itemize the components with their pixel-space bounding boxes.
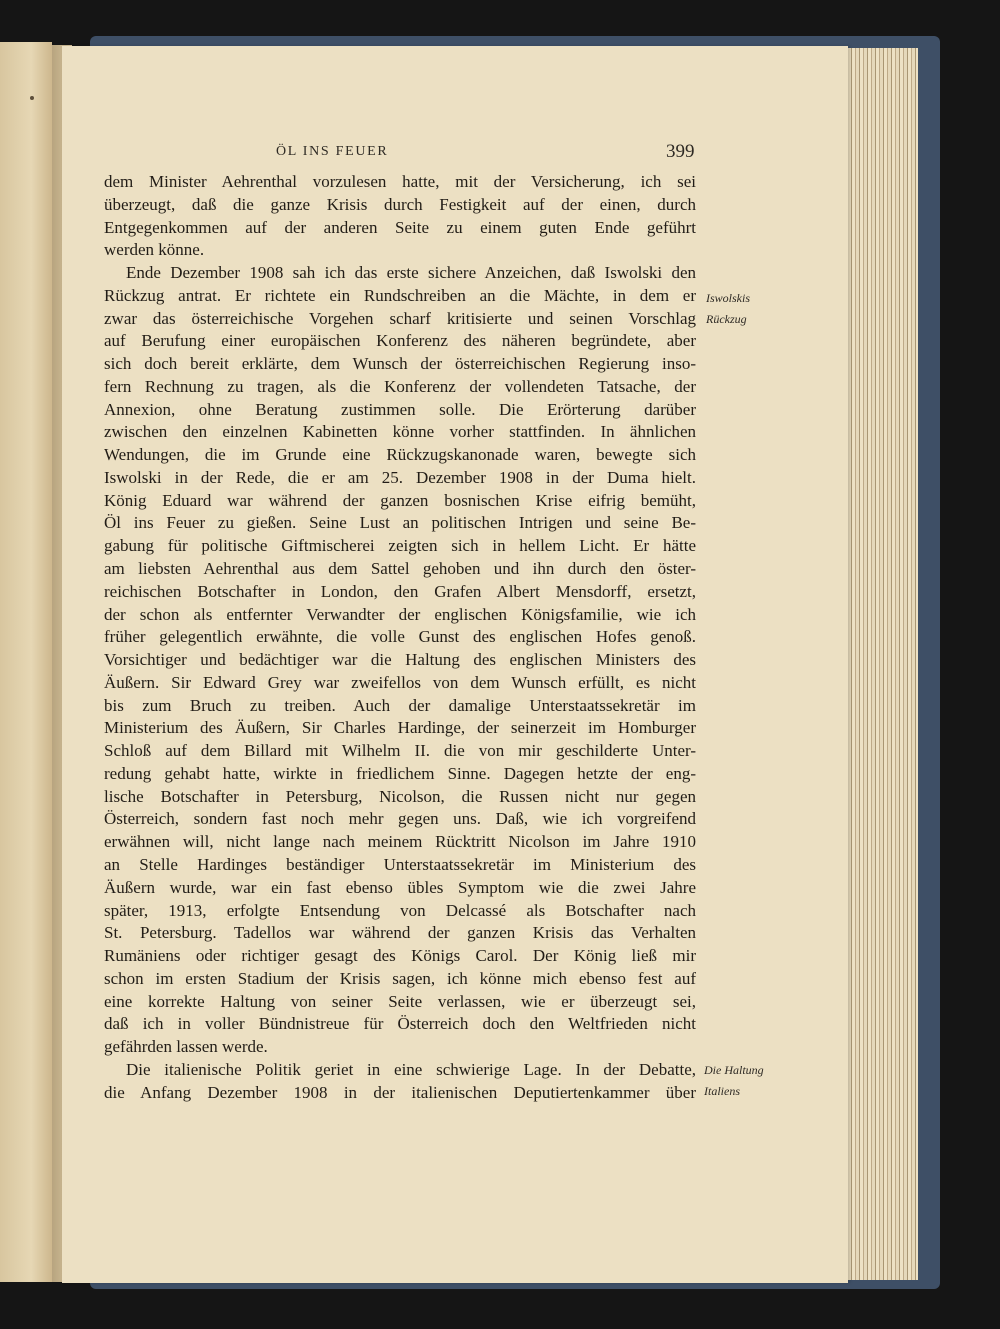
text-line: Annexion, ohne Beratung zustimmen solle. Die Erörterung darüber <box>104 399 696 419</box>
text-line: Vorsichtiger und bedächtiger war die Haltung des englischen Ministers des <box>104 650 696 670</box>
running-head: ÖL INS FEUER <box>276 144 389 159</box>
text-line: später, 1913, erfolgte Entsendung von Delcassé als Botschafter nach <box>104 900 696 920</box>
marginal-note <box>704 1060 764 1102</box>
text-line: überzeugt, daß die ganze Krisis durch Festigkeit auf der einen, durch <box>104 194 696 214</box>
text-line: Öl ins Feuer zu gießen. Seine Lust an politischen Intrigen und seine Be- <box>104 513 696 533</box>
marginal-note <box>706 288 750 330</box>
text-line: Äußern. Sir Edward Grey war zweifellos von dem Wunsch erfüllt, es nicht <box>104 672 696 692</box>
body-text <box>104 171 696 1104</box>
marginal-note-line: Die Haltung <box>704 1063 764 1077</box>
text-line: werden könne. <box>104 240 205 260</box>
text-line: St. Petersburg. Tadellos war während der ganzen Krisis das Verhalten <box>104 923 696 943</box>
text-line: lische Botschafter in Petersburg, Nicolson, die Russen nicht nur gegen <box>104 786 696 806</box>
marginal-note-line: Rückzug <box>706 312 747 326</box>
text-line: gefährden lassen werde. <box>104 1037 268 1057</box>
text-line: Wendungen, die im Grunde eine Rückzugskanonade waren, bewegte sich <box>104 445 696 465</box>
text-line: reichischen Botschafter in London, den Grafen Albert Mensdorff, ersetzt, <box>104 581 696 601</box>
text-line: fern Rechnung zu tragen, als die Konferenz der vollendeten Tatsache, der <box>104 376 696 396</box>
text-line: eine korrekte Haltung von seiner Seite verlassen, wie er überzeugt sei, <box>104 991 696 1011</box>
text-line: Ministerium des Äußern, Sir Charles Hardinge, der seinerzeit im Homburger <box>104 718 696 738</box>
text-line: redung gehabt hatte, wirkte in friedlichem Sinne. Dagegen hetzte der eng- <box>104 763 696 783</box>
text-line: erwähnen will, nicht lange nach meinem Rücktritt Nicolson im Jahre 1910 <box>104 832 696 852</box>
text-line: schon im ersten Stadium der Krisis sagen, ich könne mich ebenso fest auf <box>104 968 696 988</box>
text-line: daß ich in voller Bündnistreue für Österreich doch den Weltfrieden nicht <box>104 1014 696 1034</box>
text-line: früher gelegentlich erwähnte, die volle Gunst des englischen Hofes genoß. <box>104 627 696 647</box>
text-line: gabung für politische Giftmischerei zeigten sich in hellem Licht. Er hätte <box>104 536 696 556</box>
text-line: Rumäniens oder richtiger gesagt des Königs Carol. Der König ließ mir <box>104 946 696 966</box>
text-line: sich doch bereit erklärte, dem Wunsch der österreichischen Regierung inso- <box>104 354 696 374</box>
marginal-note-line: Italiens <box>704 1084 740 1098</box>
text-line: Die italienische Politik geriet in eine schwierige Lage. In der Debatte, <box>126 1059 696 1079</box>
previous-page-edge <box>0 42 52 1282</box>
text-line: zwar das österreichische Vorgehen scharf kritisierte und seinen Vorschlag <box>104 308 696 328</box>
text-line: auf Berufung einer europäischen Konferenz des näheren begründete, aber <box>104 331 696 351</box>
text-line: zwischen den einzelnen Kabinetten könne vorher stattfinden. In ähnlichen <box>104 422 696 442</box>
page-number: 399 <box>666 141 695 162</box>
text-line: dem Minister Aehrenthal vorzulesen hatte, mit der Versicherung, ich sei <box>104 172 696 191</box>
text-line: der schon als entfernter Verwandter der englischen Königsfamilie, wie ich <box>104 604 696 624</box>
text-line: die Anfang Dezember 1908 in der italienischen Deputiertenkammer über <box>104 1082 696 1102</box>
text-line: Schloß auf dem Billard mit Wilhelm II. die von mir geschilderte Unter- <box>104 741 696 761</box>
text-line: Österreich, sondern fast noch mehr gegen uns. Daß, wie ich vorgreifend <box>104 809 696 829</box>
text-line: Äußern wurde, war ein fast ebenso übles Symptom wie die zwei Jahre <box>104 877 696 897</box>
text-line: Entgegenkommen auf der anderen Seite zu einem guten Ende geführt <box>104 217 696 237</box>
text-line: König Eduard war während der ganzen bosnischen Krise eifrig bemüht, <box>104 490 696 510</box>
text-line: am liebsten Aehrenthal aus dem Sattel gehoben und ihn durch den öster- <box>104 559 696 579</box>
text-line: Ende Dezember 1908 sah ich das erste sichere Anzeichen, daß Iswolski den <box>126 263 696 283</box>
text-line: Rückzug antrat. Er richtete ein Rundschreiben an die Mächte, in dem er <box>104 285 696 305</box>
marginal-note-line: Iswolskis <box>706 291 751 305</box>
text-line: Iswolski in der Rede, die er am 25. Dezember 1908 in der Duma hielt. <box>104 467 696 487</box>
page-mark <box>30 96 34 100</box>
text-line: bis zum Bruch zu treiben. Auch der damalige Unterstaatssekretär im <box>104 695 696 715</box>
text-line: an Stelle Hardinges beständiger Unterstaatssekretär im Ministerium des <box>104 854 696 874</box>
